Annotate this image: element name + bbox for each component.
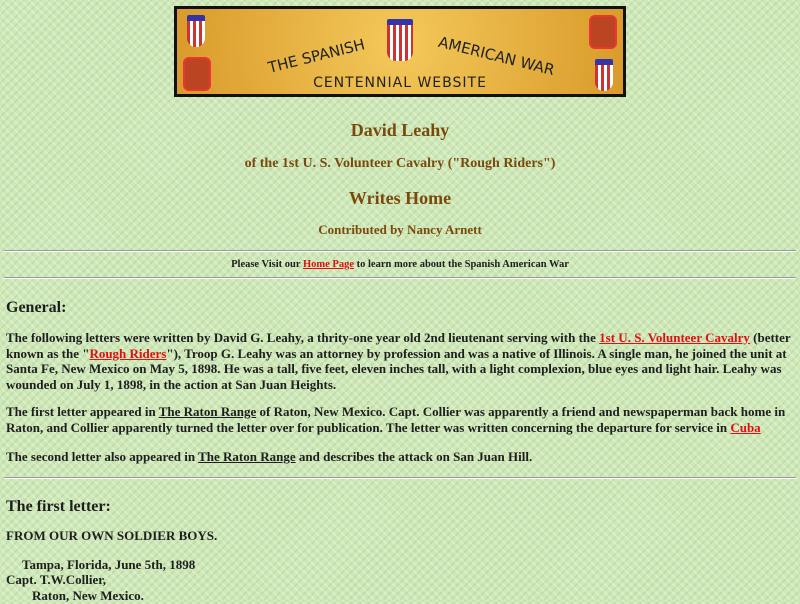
paragraph [6, 404, 794, 435]
text: The second letter also appeared in [6, 449, 199, 464]
letter-line: Capt. T.W.Collier, [6, 572, 107, 587]
text: of Raton, New Mexico. Capt. Collier was apparently a friend and newspaperman back home in Raton, and Collier apparently turned the letter over for publication. The letter was written concerning the departure for service in [6, 404, 786, 435]
page-title: David Leahy [350, 120, 450, 140]
paragraph [6, 449, 794, 465]
text: and describes the attack on San Juan Hill. [295, 449, 533, 464]
banner-text: THE SPANISH [266, 35, 367, 77]
letter-line: FROM OUR OWN SOLDIER BOYS. [6, 528, 218, 543]
text: "), Troop G. Leahy was an attorney by profession and was a native of Illinois. A single man, he joined the unit at Santa Fe, New Mexico on May 5, 1898. He was a tall, five feet, eleven inches tall, with a light complexion, blue eyes and light hair. Leahy was wounded on July 1, 1898, in the action at San Juan Heights. [6, 345, 787, 392]
divider [4, 250, 796, 252]
letter-line: Tampa, Florida, June 5th, 1898 [22, 557, 196, 572]
banner-text: AMERICAN WAR [436, 32, 557, 80]
banner-text: CENTENNIAL WEBSITE [313, 75, 487, 91]
raton-range-link[interactable]: The Raton Range [158, 404, 257, 419]
text: (better known as the " [6, 330, 791, 361]
visit-notice [0, 259, 800, 270]
text: to learn more about the Spanish American War [354, 259, 569, 270]
us-shield-icon [387, 19, 413, 61]
divider [4, 477, 796, 479]
general-heading: General: [6, 299, 67, 316]
rough-riders-link[interactable]: Rough Riders [89, 345, 167, 361]
divider [4, 277, 796, 279]
us-shield-icon [187, 15, 205, 47]
text: Please Visit our [231, 259, 303, 270]
raton-range-link[interactable]: The Raton Range [198, 449, 296, 464]
page-title-2: Writes Home [348, 188, 452, 208]
paragraph [6, 330, 794, 392]
letter-line: Raton, New Mexico. [32, 588, 144, 603]
home-page-link[interactable]: Home Page [302, 259, 354, 270]
page-subtitle: of the 1st U. S. Volunteer Cavalry ("Rough Riders") [244, 156, 556, 171]
spanish-crest-icon [589, 15, 617, 49]
site-banner [174, 6, 626, 97]
cavalry-link[interactable]: 1st U. S. Volunteer Cavalry [599, 330, 750, 345]
cuba-link[interactable]: Cuba [730, 419, 761, 435]
text: The first letter appeared in [6, 404, 159, 419]
text: The following letters were written by David G. Leahy, a thrity-one year old 2nd lieutenant serving with the [6, 330, 600, 345]
contributor: Contributed by Nancy Arnett [318, 222, 482, 237]
first-letter-heading: The first letter: [6, 498, 111, 515]
